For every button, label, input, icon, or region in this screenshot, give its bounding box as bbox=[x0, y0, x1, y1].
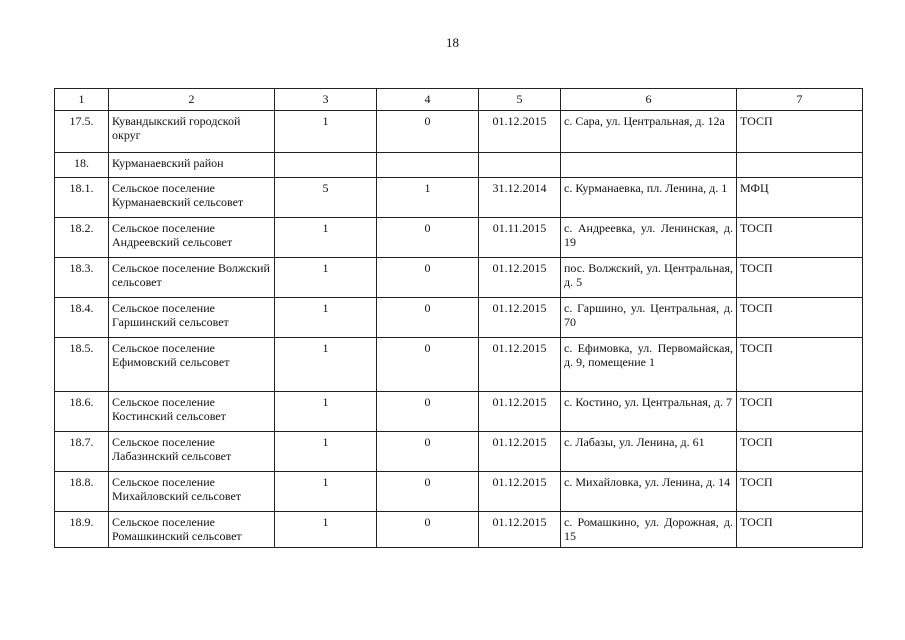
header-col-3: 3 bbox=[275, 89, 377, 111]
row-col4: 0 bbox=[377, 298, 479, 338]
row-name: Курманаевский район bbox=[109, 153, 275, 178]
row-type: ТОСП bbox=[737, 298, 863, 338]
row-col4: 0 bbox=[377, 338, 479, 392]
table-row bbox=[55, 298, 863, 338]
row-address: с. Лабазы, ул. Ленина, д. 61 bbox=[561, 432, 737, 472]
row-date bbox=[479, 153, 561, 178]
table-row bbox=[55, 153, 863, 178]
row-name: Кувандыкский городской округ bbox=[109, 111, 275, 153]
row-col4: 0 bbox=[377, 258, 479, 298]
row-number: 18.5. bbox=[55, 338, 109, 392]
row-name: Сельское поселение Костинский сельсовет bbox=[109, 392, 275, 432]
row-date: 01.12.2015 bbox=[479, 111, 561, 153]
row-type bbox=[737, 153, 863, 178]
row-number: 18. bbox=[55, 153, 109, 178]
row-col3: 1 bbox=[275, 392, 377, 432]
row-col3: 1 bbox=[275, 512, 377, 548]
row-col4: 0 bbox=[377, 432, 479, 472]
row-col3: 1 bbox=[275, 258, 377, 298]
row-date: 31.12.2014 bbox=[479, 178, 561, 218]
row-col3: 1 bbox=[275, 298, 377, 338]
table-row bbox=[55, 432, 863, 472]
row-col4 bbox=[377, 153, 479, 178]
row-col4: 0 bbox=[377, 392, 479, 432]
row-col3: 1 bbox=[275, 111, 377, 153]
header-col-1: 1 bbox=[55, 89, 109, 111]
row-address bbox=[561, 153, 737, 178]
table-row bbox=[55, 218, 863, 258]
row-date: 01.12.2015 bbox=[479, 432, 561, 472]
table-row bbox=[55, 338, 863, 392]
row-name: Сельское поселение Волжский сельсовет bbox=[109, 258, 275, 298]
header-col-2: 2 bbox=[109, 89, 275, 111]
header-col-5: 5 bbox=[479, 89, 561, 111]
table-row bbox=[55, 472, 863, 512]
row-address: с. Костино, ул. Центральная, д. 7 bbox=[561, 392, 737, 432]
row-address: с. Ромашкино, ул. Дорожная, д. 15 bbox=[561, 512, 737, 548]
header-col-4: 4 bbox=[377, 89, 479, 111]
row-number: 18.6. bbox=[55, 392, 109, 432]
header-row bbox=[55, 89, 863, 111]
row-date: 01.12.2015 bbox=[479, 298, 561, 338]
row-type: ТОСП bbox=[737, 432, 863, 472]
table-header bbox=[55, 89, 863, 111]
row-address: с. Ефимовка, ул. Первомайская, д. 9, помещение 1 bbox=[561, 338, 737, 392]
row-number: 18.8. bbox=[55, 472, 109, 512]
row-number: 17.5. bbox=[55, 111, 109, 153]
row-col3: 1 bbox=[275, 338, 377, 392]
row-type: ТОСП bbox=[737, 338, 863, 392]
row-col4: 0 bbox=[377, 111, 479, 153]
row-number: 18.2. bbox=[55, 218, 109, 258]
row-col4: 0 bbox=[377, 218, 479, 258]
row-address: с. Михайловка, ул. Ленина, д. 14 bbox=[561, 472, 737, 512]
row-date: 01.12.2015 bbox=[479, 392, 561, 432]
table-body bbox=[55, 111, 863, 548]
row-address: с. Сара, ул. Центральная, д. 12а bbox=[561, 111, 737, 153]
services-table bbox=[54, 88, 863, 548]
row-name: Сельское поселение Ромашкинский сельсовет bbox=[109, 512, 275, 548]
row-col4: 1 bbox=[377, 178, 479, 218]
row-col3: 5 bbox=[275, 178, 377, 218]
row-col3: 1 bbox=[275, 218, 377, 258]
row-col4: 0 bbox=[377, 472, 479, 512]
row-number: 18.9. bbox=[55, 512, 109, 548]
row-type: ТОСП bbox=[737, 472, 863, 512]
header-col-6: 6 bbox=[561, 89, 737, 111]
row-col3: 1 bbox=[275, 432, 377, 472]
page-number: 18 bbox=[446, 35, 459, 50]
row-date: 01.12.2015 bbox=[479, 472, 561, 512]
row-type: ТОСП bbox=[737, 258, 863, 298]
row-type: ТОСП bbox=[737, 392, 863, 432]
row-date: 01.12.2015 bbox=[479, 512, 561, 548]
row-name: Сельское поселение Михайловский сельсовет bbox=[109, 472, 275, 512]
header-col-7: 7 bbox=[737, 89, 863, 111]
table-row bbox=[55, 512, 863, 548]
row-name: Сельское поселение Лабазинский сельсовет bbox=[109, 432, 275, 472]
row-number: 18.1. bbox=[55, 178, 109, 218]
row-type: ТОСП bbox=[737, 111, 863, 153]
table-row bbox=[55, 111, 863, 153]
row-date: 01.12.2015 bbox=[479, 338, 561, 392]
row-address: с. Гаршино, ул. Центральная, д. 70 bbox=[561, 298, 737, 338]
row-col4: 0 bbox=[377, 512, 479, 548]
row-number: 18.4. bbox=[55, 298, 109, 338]
row-name: Сельское поселение Гаршинский сельсовет bbox=[109, 298, 275, 338]
row-name: Сельское поселение Курманаевский сельсовет bbox=[109, 178, 275, 218]
row-type: ТОСП bbox=[737, 512, 863, 548]
table-row bbox=[55, 258, 863, 298]
row-address: с. Андреевка, ул. Ленинская, д. 19 bbox=[561, 218, 737, 258]
row-address: пос. Волжский, ул. Центральная, д. 5 bbox=[561, 258, 737, 298]
row-type: МФЦ bbox=[737, 178, 863, 218]
row-address: с. Курманаевка, пл. Ленина, д. 1 bbox=[561, 178, 737, 218]
row-date: 01.12.2015 bbox=[479, 258, 561, 298]
table-row bbox=[55, 178, 863, 218]
row-type: ТОСП bbox=[737, 218, 863, 258]
row-name: Сельское поселение Ефимовский сельсовет bbox=[109, 338, 275, 392]
row-col3: 1 bbox=[275, 472, 377, 512]
row-number: 18.7. bbox=[55, 432, 109, 472]
row-date: 01.11.2015 bbox=[479, 218, 561, 258]
row-col3 bbox=[275, 153, 377, 178]
row-name: Сельское поселение Андреевский сельсовет bbox=[109, 218, 275, 258]
row-number: 18.3. bbox=[55, 258, 109, 298]
table-row bbox=[55, 392, 863, 432]
